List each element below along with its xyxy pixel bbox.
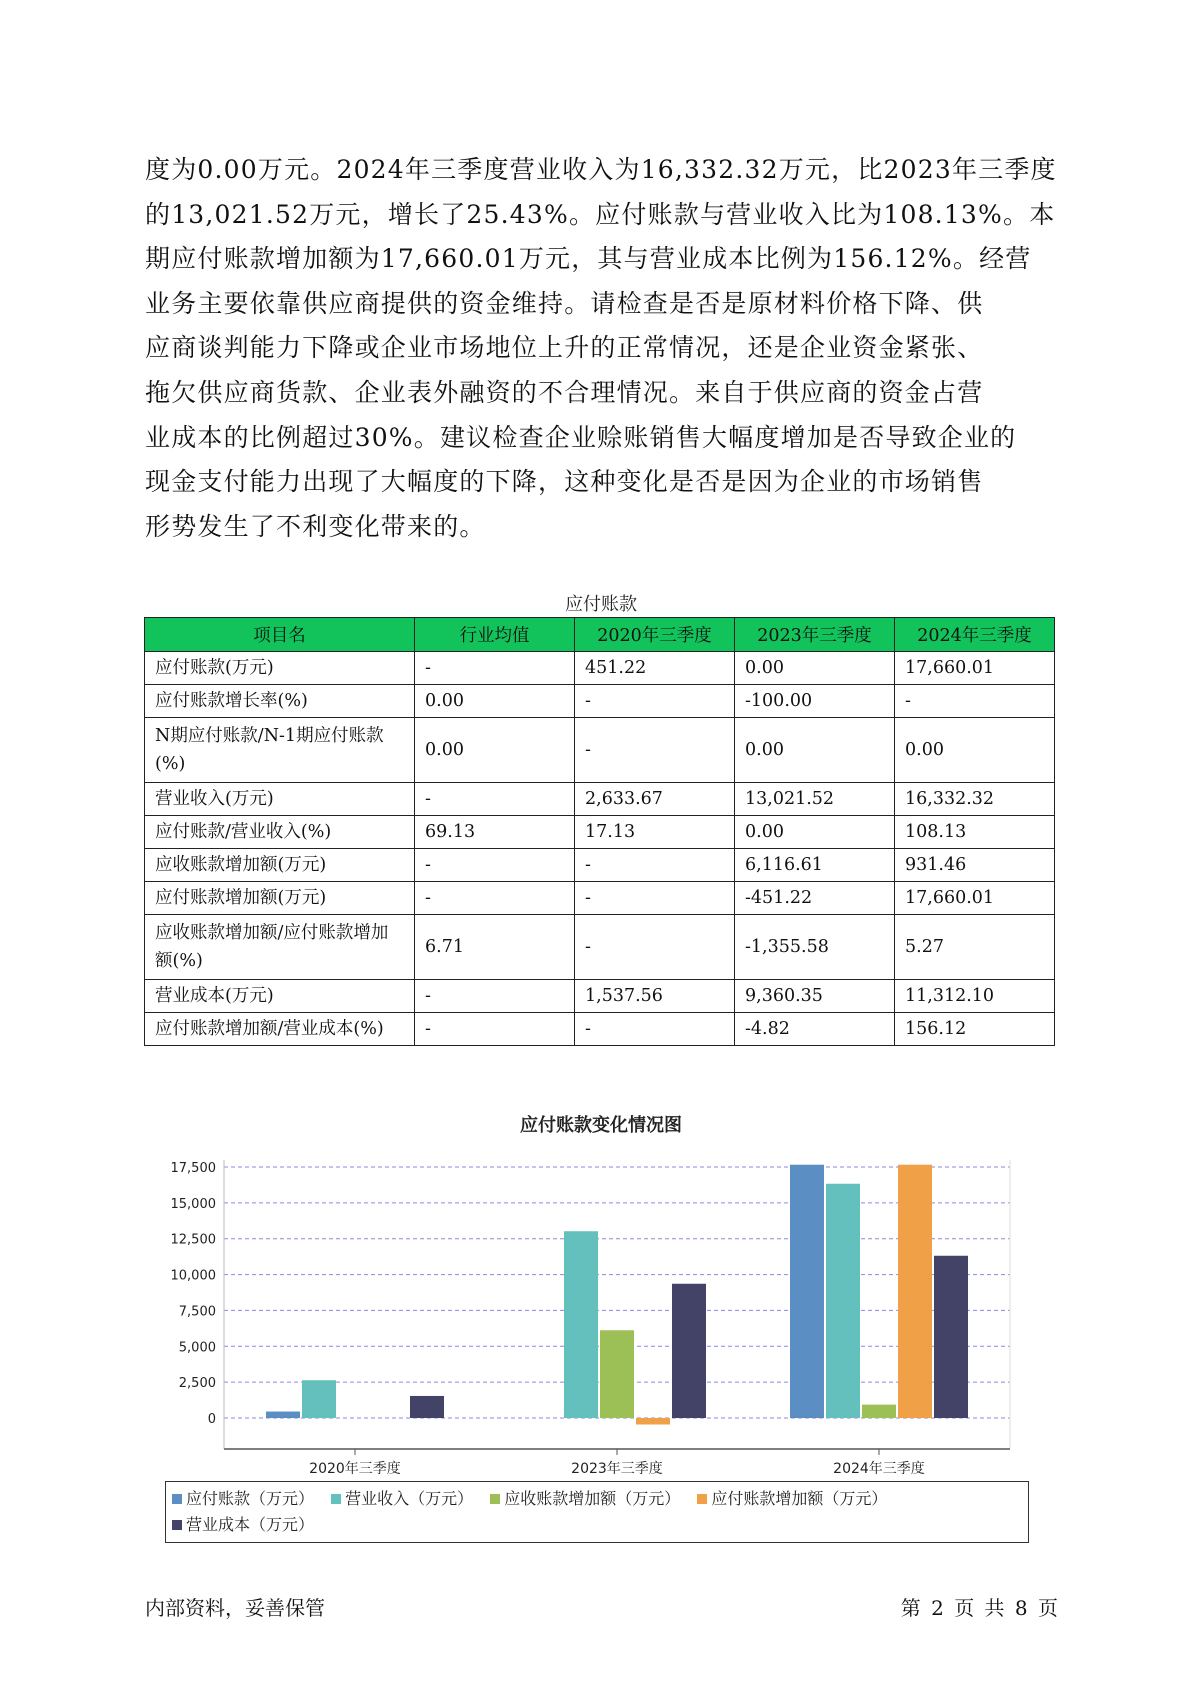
legend-label: 应付账款增加额（万元）	[711, 1489, 888, 1508]
table-cell: -	[895, 685, 1055, 718]
table-cell: 9,360.35	[735, 980, 895, 1013]
legend-label: 营业成本（万元）	[186, 1515, 315, 1534]
table-cell: 17.13	[575, 816, 735, 849]
table-cell: -	[575, 1013, 735, 1046]
table-cell: 0.00	[735, 718, 895, 783]
legend-label: 应付账款（万元）	[186, 1489, 315, 1508]
y-tick-label: 0	[207, 1412, 216, 1427]
table-cell: 应付账款增长率(%)	[145, 685, 415, 718]
table-cell: 应付账款增加额(万元)	[145, 882, 415, 915]
bar	[410, 1396, 444, 1418]
table-cell: 931.46	[895, 849, 1055, 882]
table-cell: -451.22	[735, 882, 895, 915]
legend-item	[490, 1486, 680, 1512]
header-cell: 2020年三季度	[575, 618, 735, 652]
table-cell: 69.13	[415, 816, 575, 849]
table-cell: -1,355.58	[735, 915, 895, 980]
table-cell: 应收账款增加额(万元)	[145, 849, 415, 882]
bar	[934, 1256, 968, 1418]
legend-item	[172, 1486, 314, 1512]
table-cell: -	[575, 915, 735, 980]
chart-legend	[165, 1481, 1029, 1543]
table-cell: 应付账款(万元)	[145, 652, 415, 685]
bar	[302, 1380, 336, 1418]
bar	[826, 1184, 860, 1418]
table-cell: 13,021.52	[735, 783, 895, 816]
table-cell: 0.00	[735, 652, 895, 685]
bar	[266, 1412, 300, 1418]
table-cell: 应付账款/营业收入(%)	[145, 816, 415, 849]
header-cell: 2024年三季度	[895, 618, 1055, 652]
table-cell: 应收账款增加额/应付账款增加额(%)	[145, 915, 415, 980]
y-tick-label: 17,500	[170, 1161, 216, 1176]
bar	[564, 1231, 598, 1418]
footer-page-number: 第 2 页 共 8 页	[900, 1596, 1058, 1620]
table-cell: -100.00	[735, 685, 895, 718]
bar	[898, 1165, 932, 1418]
table-cell: 0.00	[415, 685, 575, 718]
legend-swatch	[172, 1520, 182, 1530]
legend-swatch	[172, 1494, 182, 1504]
x-tick-label: 2023年三季度	[571, 1461, 663, 1477]
table-cell: -4.82	[735, 1013, 895, 1046]
bar	[672, 1284, 706, 1418]
header-cell: 行业均值	[415, 618, 575, 652]
body-paragraph: 度为0.00万元。2024年三季度营业收入为16,332.32万元，比2023年三季度 的13,021.52万元，增长了25.43%。应付账款与营业收入比为108.13%。本 期应付账款增加额为17,660.01万元，其与营业成本比例为156.12%。经营 业务主要依靠供应商提供的资金维持。请检查是否是原材料价格下降、供 应商谈判能力下降或企业市场地位上升的正常情况，还是企业资金紧张、 拖欠供应商货款、企业表外融资的不合理情况。来自于供应商的资金占营 业成本的比例超过30%。建议检查企业赊账销售大幅度增加是否导致企业的 现金支付能力出现了大幅度的下降，这种变化是否是因为企业的市场销售 形势发生了不利变化带来的。	[145, 155, 1057, 541]
table-cell: -	[415, 652, 575, 685]
table-cell: 6.71	[415, 915, 575, 980]
header-cell: 2023年三季度	[735, 618, 895, 652]
header-cell: 项目名	[145, 618, 415, 652]
y-tick-label: 2,500	[178, 1376, 216, 1392]
table-cell: -	[415, 1013, 575, 1046]
table-cell: 2,633.67	[575, 783, 735, 816]
legend-swatch	[490, 1494, 500, 1504]
table-cell: 0.00	[415, 718, 575, 783]
footer-confidential-note: 内部资料，妥善保管	[145, 1596, 325, 1620]
legend-item	[331, 1486, 473, 1512]
table-cell: 17,660.01	[895, 652, 1055, 685]
table-cell: 营业成本(万元)	[145, 980, 415, 1013]
y-tick-label: 5,000	[178, 1340, 216, 1356]
table-cell: 17,660.01	[895, 882, 1055, 915]
table-cell: 1,537.56	[575, 980, 735, 1013]
legend-swatch	[697, 1494, 707, 1504]
bar	[636, 1418, 670, 1424]
table-cell: 6,116.61	[735, 849, 895, 882]
x-tick-label: 2024年三季度	[833, 1461, 925, 1477]
bar	[600, 1330, 634, 1418]
table-cell: 应付账款增加额/营业成本(%)	[145, 1013, 415, 1046]
x-tick-label: 2020年三季度	[309, 1461, 401, 1477]
table-cell: -	[415, 849, 575, 882]
table-cell: 5.27	[895, 915, 1055, 980]
legend-item	[172, 1512, 314, 1538]
legend-item	[697, 1486, 887, 1512]
table-cell: N期应付账款/N-1期应付账款(%)	[145, 718, 415, 783]
table-cell: -	[575, 882, 735, 915]
table-cell: 11,312.10	[895, 980, 1055, 1013]
y-tick-label: 12,500	[170, 1232, 216, 1248]
table-cell: 16,332.32	[895, 783, 1055, 816]
table-cell: 0.00	[895, 718, 1055, 783]
table-cell: -	[575, 718, 735, 783]
chart-bars	[266, 1165, 968, 1425]
bar	[862, 1405, 896, 1418]
table-cell: 108.13	[895, 816, 1055, 849]
table-cell: 0.00	[735, 816, 895, 849]
table-cell: -	[415, 882, 575, 915]
table-caption: 应付账款	[565, 594, 637, 615]
y-tick-label: 10,000	[170, 1268, 216, 1284]
table-cell: 451.22	[575, 652, 735, 685]
chart-title: 应付账款变化情况图	[520, 1115, 682, 1136]
y-tick-label: 7,500	[178, 1304, 216, 1320]
legend-label: 营业收入（万元）	[345, 1489, 474, 1508]
table-cell: 营业收入(万元)	[145, 783, 415, 816]
legend-label: 应收账款增加额（万元）	[504, 1489, 681, 1508]
legend-swatch	[331, 1494, 341, 1504]
table-cell: -	[575, 849, 735, 882]
table-cell: -	[415, 783, 575, 816]
bar	[790, 1165, 824, 1418]
y-tick-label: 15,000	[170, 1196, 216, 1212]
table-cell: -	[575, 685, 735, 718]
table-cell: 156.12	[895, 1013, 1055, 1046]
table-cell: -	[415, 980, 575, 1013]
